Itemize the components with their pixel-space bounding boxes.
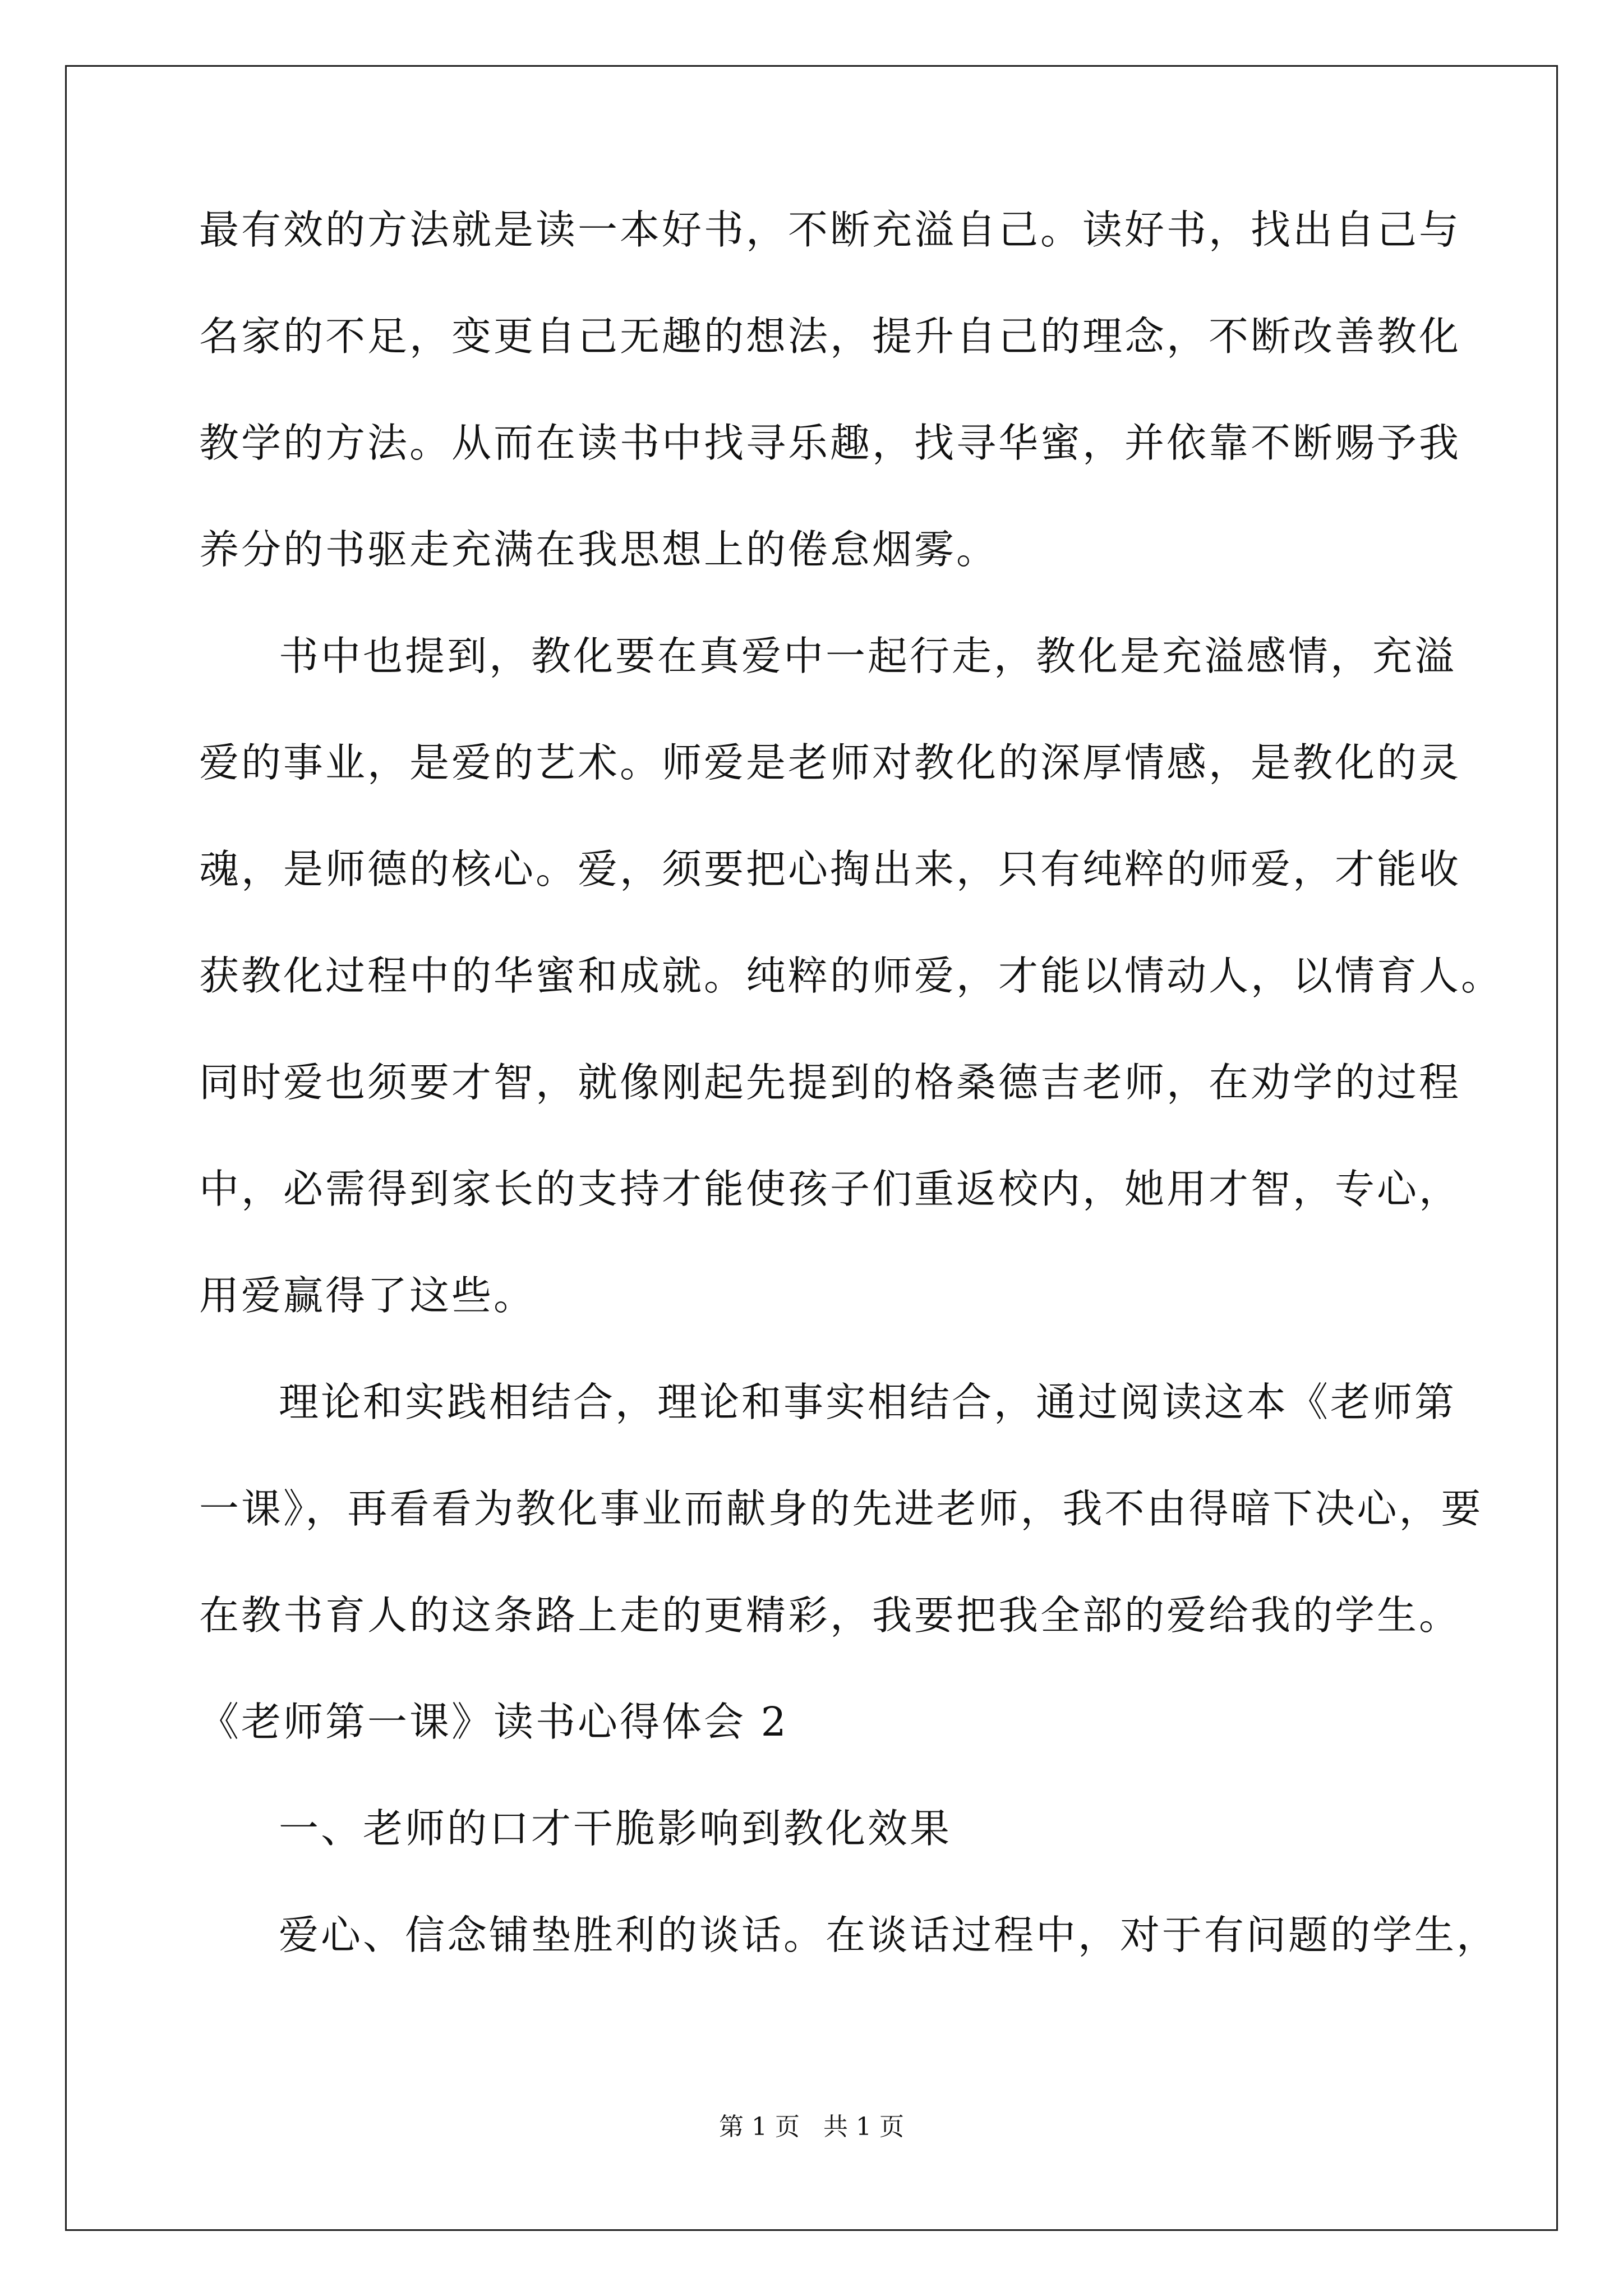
text-line: 获教化过程中的华蜜和成就。纯粹的师爱，才能以情动人，以情育人。 [199,953,1504,999]
paragraph-start-line: 理论和实践相结合，理论和事实相结合，通过阅读这本《老师第 [279,1379,1457,1425]
text-line: 同时爱也须要才智，就像刚起先提到的格桑德吉老师，在劝学的过程 [199,1059,1461,1106]
text-line: 爱的事业，是爱的艺术。师爱是老师对教化的深厚情感，是教化的灵 [199,739,1461,786]
page-border [65,65,1558,2231]
text-line: 在教书育人的这条路上走的更精彩，我要把我全部的爱给我的学生。 [199,1592,1461,1639]
text-line: 一课》，再看看为教化事业而献身的先进老师，我不由得暗下决心，要 [199,1485,1483,1532]
text-line: 用爱赢得了这些。 [199,1272,536,1319]
text-line: 养分的书驱走充满在我思想上的倦怠烟雾。 [199,526,999,573]
paragraph-start-line: 爱心、信念铺垫胜利的谈话。在谈话过程中，对于有问题的学生， [279,1912,1499,1958]
section-heading: 《老师第一课》读书心得体会 2 [199,1699,789,1745]
paragraph-start-line: 书中也提到，教化要在真爱中一起行走，教化是充溢感情，充溢 [279,633,1457,679]
text-line: 名家的不足，变更自己无趣的想法，提升自己的理念，不断改善教化 [199,313,1461,360]
page-number-footer: 第 1 页 共 1 页 [719,2113,904,2141]
text-line: 教学的方法。从而在读书中找寻乐趣，找寻华蜜，并依靠不断赐予我 [199,420,1461,466]
subheading: 一、老师的口才干脆影响到教化效果 [279,1805,952,1852]
text-line: 魂，是师德的核心。爱，须要把心掏出来，只有纯粹的师爱，才能收 [199,846,1461,892]
text-line: 最有效的方法就是读一本好书，不断充溢自己。读好书，找出自己与 [199,206,1461,253]
text-line: 中，必需得到家长的支持才能使孩子们重返校内，她用才智，专心， [199,1166,1461,1212]
